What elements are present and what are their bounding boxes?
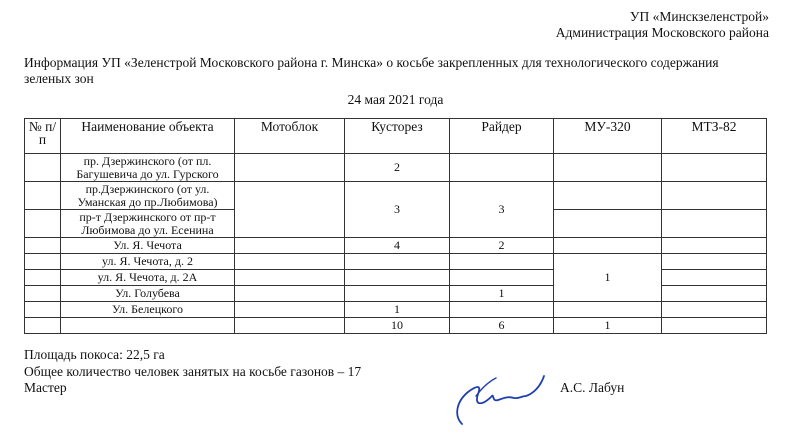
object-name: Ул. Белецкого	[61, 302, 235, 318]
object-name: ул. Я. Чечота, д. 2	[61, 254, 235, 270]
mowing-table	[24, 118, 767, 334]
header-admin: Администрация Московского района	[555, 25, 769, 40]
table-row	[25, 238, 767, 254]
object-name	[61, 318, 235, 334]
table-header-row	[25, 119, 767, 154]
col-header-mu320: МУ-320	[554, 119, 662, 154]
object-name: пр.Дзержинского (от ул. Уманская до пр.Любимова)	[61, 182, 235, 210]
table-total-row	[25, 318, 767, 334]
signer-name: А.С. Лабун	[560, 380, 625, 395]
col-header-motoblok: Мотоблок	[235, 119, 345, 154]
document-title: Информация УП «Зеленстрой Московского района г. Минска» о косьбе закрепленных для технологического содержания зеленых зон	[24, 55, 719, 86]
document-date: 24 мая 2021 года	[347, 92, 444, 107]
mu320-total: 1	[554, 318, 662, 334]
col-header-rider: Райдер	[450, 119, 554, 154]
rider-value: 2	[450, 238, 554, 254]
kustorez-total: 10	[345, 318, 450, 334]
table-row	[25, 182, 767, 210]
object-name: пр. Дзержинского (от пл. Багушевича до ул. Гурского	[61, 154, 235, 182]
people-count: Общее количество человек занятых на косьбе газонов – 17	[24, 364, 362, 379]
kustorez-value: 1	[345, 302, 450, 318]
col-header-mtz82: МТЗ-82	[662, 119, 767, 154]
object-name: Ул. Голубева	[61, 286, 235, 302]
rider-value: 1	[450, 286, 554, 302]
table-row	[25, 154, 767, 182]
col-header-kustorez: Кусторез	[345, 119, 450, 154]
kustorez-value: 2	[345, 154, 450, 182]
table-row	[25, 302, 767, 318]
table-row	[25, 254, 767, 270]
mowing-area: Площадь покоса: 22,5 га	[24, 347, 165, 362]
handwritten-signature	[448, 366, 548, 428]
mu320-value: 1	[554, 254, 662, 302]
rider-total: 6	[450, 318, 554, 334]
header-org: УП «Минскзеленстрой»	[629, 9, 769, 24]
object-name: Ул. Я. Чечота	[61, 238, 235, 254]
col-header-object: Наименование объекта	[61, 119, 235, 154]
object-name: ул. Я. Чечота, д. 2А	[61, 270, 235, 286]
kustorez-value: 4	[345, 238, 450, 254]
rider-value: 3	[450, 182, 554, 238]
signer-position: Мастер	[24, 380, 67, 395]
kustorez-value: 3	[345, 182, 450, 238]
object-name: пр-т Дзержинского от пр-т Любимова до ул. Есенина	[61, 210, 235, 238]
col-header-num: № п/п	[25, 119, 61, 154]
